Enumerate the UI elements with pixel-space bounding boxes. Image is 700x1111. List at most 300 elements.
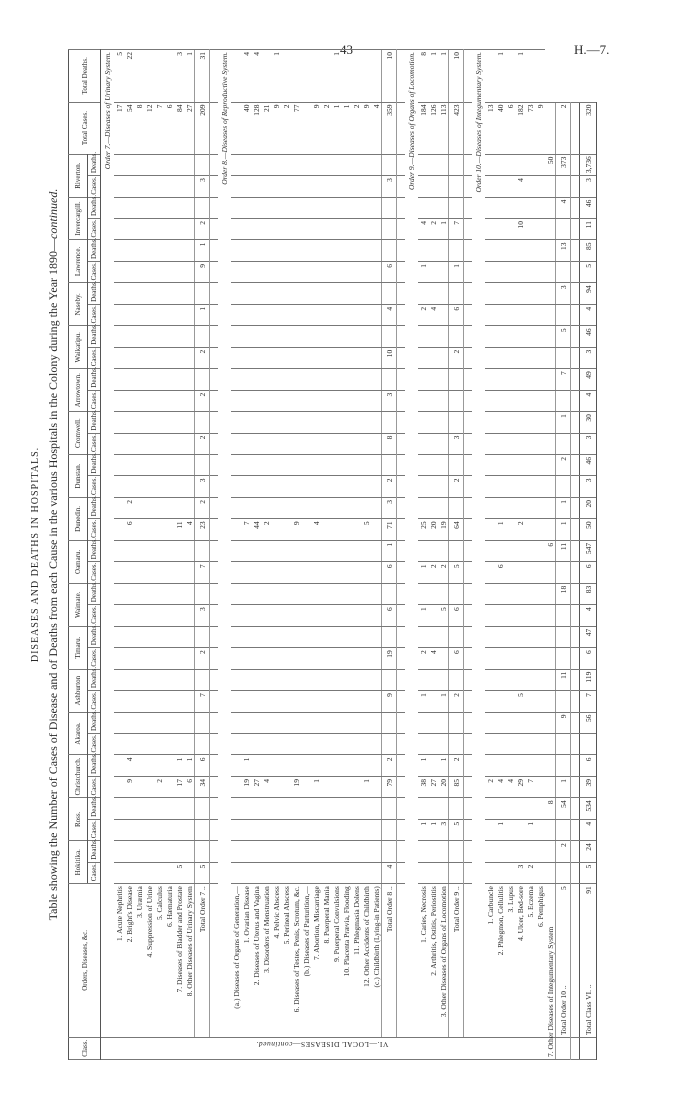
data-cell bbox=[341, 283, 351, 304]
data-cell bbox=[271, 197, 281, 218]
data-cell bbox=[321, 154, 331, 175]
data-cell bbox=[291, 734, 301, 755]
data-cell bbox=[485, 626, 495, 647]
data-cell bbox=[331, 712, 341, 733]
data-cell bbox=[351, 648, 361, 669]
data-cell bbox=[371, 197, 382, 218]
data-cell bbox=[505, 369, 515, 390]
data-cell: 1 bbox=[184, 755, 195, 776]
data-cell bbox=[505, 841, 515, 862]
hospital-header: Waikatipu. bbox=[69, 326, 88, 369]
data-cell bbox=[341, 176, 351, 197]
spacer-cell bbox=[397, 197, 406, 218]
data-cell bbox=[535, 476, 545, 497]
data-cell bbox=[231, 219, 241, 240]
data-cell: 71 bbox=[382, 519, 397, 540]
data-cell bbox=[485, 862, 495, 883]
order-heading: Order 8.—Diseases of Reproductive System. bbox=[218, 50, 231, 1038]
data-cell: 3 bbox=[449, 433, 464, 454]
data-cell bbox=[154, 562, 164, 583]
data-cell bbox=[195, 734, 210, 755]
data-cell bbox=[321, 712, 331, 733]
data-cell bbox=[351, 347, 361, 368]
data-cell: 4 bbox=[580, 605, 597, 626]
data-cell bbox=[281, 412, 291, 433]
title-sub-text: Table showing the Number of Cases of Disease and of Deaths from each Cause in the various Hospitals in the Colony during the Year 1890— bbox=[46, 238, 60, 921]
deaths-subheader: Deaths. bbox=[88, 240, 101, 261]
table-row bbox=[428, 50, 438, 1060]
data-cell bbox=[134, 455, 144, 476]
cases-subheader: Cases. bbox=[88, 519, 101, 540]
cases-subheader: Cases. bbox=[88, 304, 101, 325]
data-cell bbox=[331, 583, 341, 604]
data-cell bbox=[164, 497, 174, 518]
data-cell bbox=[351, 240, 361, 261]
data-cell bbox=[281, 755, 291, 776]
data-cell bbox=[241, 497, 251, 518]
data-cell bbox=[438, 798, 449, 819]
data-cell bbox=[535, 154, 545, 175]
data-cell bbox=[515, 669, 525, 690]
data-cell bbox=[351, 798, 361, 819]
table-row bbox=[184, 50, 195, 1060]
data-cell bbox=[341, 583, 351, 604]
data-cell bbox=[321, 219, 331, 240]
data-cell bbox=[241, 369, 251, 390]
cases-subheader: Cases. bbox=[88, 691, 101, 712]
data-cell bbox=[371, 412, 382, 433]
data-cell bbox=[371, 476, 382, 497]
data-cell bbox=[351, 433, 361, 454]
data-cell: 5 bbox=[361, 519, 371, 540]
data-cell bbox=[154, 283, 164, 304]
data-cell bbox=[164, 219, 174, 240]
data-cell bbox=[341, 347, 351, 368]
data-cell bbox=[301, 369, 311, 390]
data-cell bbox=[545, 712, 556, 733]
data-cell bbox=[154, 476, 164, 497]
data-cell bbox=[301, 219, 311, 240]
table-body bbox=[101, 50, 597, 1060]
data-cell: 1 bbox=[361, 776, 371, 797]
data-cell bbox=[281, 240, 291, 261]
data-cell bbox=[485, 712, 495, 733]
data-cell: 1 bbox=[195, 304, 210, 325]
spacer-cell bbox=[571, 347, 580, 368]
data-cell bbox=[341, 412, 351, 433]
data-cell bbox=[505, 219, 515, 240]
data-cell bbox=[144, 261, 154, 282]
data-cell: 3 bbox=[515, 862, 525, 883]
spacer-cell bbox=[210, 219, 219, 240]
data-cell bbox=[281, 862, 291, 883]
data-cell bbox=[281, 691, 291, 712]
data-cell bbox=[351, 669, 361, 690]
total-deaths-cell bbox=[351, 50, 361, 103]
data-cell bbox=[281, 819, 291, 840]
data-cell bbox=[134, 304, 144, 325]
data-cell bbox=[545, 497, 556, 518]
spacer-cell bbox=[397, 283, 406, 304]
data-cell bbox=[428, 476, 438, 497]
data-cell bbox=[134, 197, 144, 218]
data-cell: 4 bbox=[184, 519, 195, 540]
data-cell bbox=[341, 476, 351, 497]
data-cell bbox=[535, 691, 545, 712]
data-cell bbox=[361, 798, 371, 819]
total-deaths-cell: 1 bbox=[428, 50, 438, 103]
data-cell bbox=[174, 347, 184, 368]
data-cell bbox=[556, 562, 571, 583]
data-cell bbox=[382, 154, 397, 175]
total-cases-cell: 6 bbox=[164, 102, 174, 154]
data-cell bbox=[418, 626, 428, 647]
total-cases-cell: 423 bbox=[449, 102, 464, 154]
data-cell: 534 bbox=[580, 798, 597, 819]
total-deaths-cell bbox=[371, 50, 382, 103]
data-cell bbox=[505, 390, 515, 411]
data-cell bbox=[525, 691, 535, 712]
data-cell bbox=[535, 819, 545, 840]
data-cell bbox=[438, 347, 449, 368]
data-cell bbox=[184, 583, 195, 604]
data-cell bbox=[231, 197, 241, 218]
data-cell bbox=[291, 648, 301, 669]
data-cell bbox=[361, 197, 371, 218]
data-cell bbox=[301, 819, 311, 840]
spacer-cell bbox=[397, 540, 406, 561]
data-cell bbox=[114, 562, 124, 583]
total-deaths-cell bbox=[301, 50, 311, 103]
data-cell bbox=[291, 862, 301, 883]
data-cell bbox=[154, 390, 164, 411]
data-cell bbox=[341, 240, 351, 261]
data-cell: 7 bbox=[525, 776, 535, 797]
data-cell bbox=[241, 261, 251, 282]
data-cell bbox=[164, 261, 174, 282]
data-cell bbox=[261, 798, 271, 819]
data-cell bbox=[321, 476, 331, 497]
data-cell bbox=[291, 369, 301, 390]
data-cell bbox=[134, 841, 144, 862]
data-cell: 4 bbox=[580, 390, 597, 411]
data-cell bbox=[291, 347, 301, 368]
table-row bbox=[525, 50, 535, 1060]
table-row bbox=[281, 50, 291, 1060]
data-cell bbox=[341, 776, 351, 797]
spacer-cell bbox=[397, 583, 406, 604]
total-cases-cell: 3,736 bbox=[580, 154, 597, 175]
data-cell bbox=[495, 691, 505, 712]
data-cell bbox=[241, 583, 251, 604]
total-cases-cell: 2 bbox=[321, 102, 331, 154]
data-cell bbox=[331, 691, 341, 712]
data-cell bbox=[485, 369, 495, 390]
data-cell bbox=[495, 412, 505, 433]
disease-label: 3. Uræmia bbox=[134, 884, 144, 1037]
data-cell bbox=[438, 476, 449, 497]
data-cell bbox=[261, 197, 271, 218]
table-row bbox=[154, 50, 164, 1060]
data-cell: 9 bbox=[195, 261, 210, 282]
data-cell bbox=[301, 326, 311, 347]
table-row bbox=[101, 50, 115, 1060]
table-row bbox=[449, 50, 464, 1060]
data-cell bbox=[331, 862, 341, 883]
data-cell bbox=[154, 605, 164, 626]
data-cell bbox=[184, 648, 195, 669]
cases-subheader: Cases. bbox=[88, 734, 101, 755]
data-cell bbox=[351, 734, 361, 755]
data-cell bbox=[321, 562, 331, 583]
data-cell: 4 bbox=[382, 304, 397, 325]
data-cell bbox=[341, 540, 351, 561]
data-cell bbox=[485, 240, 495, 261]
data-cell: 3 bbox=[195, 476, 210, 497]
data-cell bbox=[495, 154, 505, 175]
data-cell bbox=[361, 261, 371, 282]
data-cell bbox=[449, 497, 464, 518]
hospital-header: Akaroa. bbox=[69, 712, 88, 755]
data-cell bbox=[271, 734, 281, 755]
data-cell bbox=[371, 862, 382, 883]
data-cell bbox=[449, 583, 464, 604]
data-cell bbox=[505, 154, 515, 175]
data-cell bbox=[361, 326, 371, 347]
spacer-cell bbox=[397, 841, 406, 862]
data-cell bbox=[321, 176, 331, 197]
data-cell bbox=[495, 369, 505, 390]
spacer-cell bbox=[210, 819, 219, 840]
data-cell bbox=[301, 798, 311, 819]
data-cell bbox=[495, 755, 505, 776]
spacer-cell bbox=[397, 304, 406, 325]
data-cell bbox=[164, 390, 174, 411]
data-cell bbox=[301, 841, 311, 862]
data-cell bbox=[164, 540, 174, 561]
data-cell bbox=[164, 304, 174, 325]
data-cell: 2 bbox=[195, 648, 210, 669]
statistics-table bbox=[68, 49, 597, 1060]
spacer-cell bbox=[397, 712, 406, 733]
data-cell bbox=[515, 433, 525, 454]
data-cell bbox=[331, 326, 341, 347]
data-cell: 6 bbox=[580, 562, 597, 583]
data-cell: 9 bbox=[382, 691, 397, 712]
data-cell bbox=[231, 176, 241, 197]
data-cell bbox=[341, 819, 351, 840]
data-cell bbox=[515, 240, 525, 261]
data-cell bbox=[351, 176, 361, 197]
data-cell: 9 bbox=[124, 776, 134, 797]
hospital-header: Hokitika. bbox=[69, 841, 88, 884]
total-deaths-cell: 1 bbox=[495, 50, 505, 103]
data-cell bbox=[351, 691, 361, 712]
data-cell: 50 bbox=[580, 519, 597, 540]
data-cell bbox=[321, 755, 331, 776]
data-cell bbox=[124, 197, 134, 218]
data-cell bbox=[331, 734, 341, 755]
total-cases-cell: 209 bbox=[195, 102, 210, 154]
table-row bbox=[341, 50, 351, 1060]
data-cell bbox=[114, 412, 124, 433]
data-cell bbox=[114, 648, 124, 669]
data-cell bbox=[371, 712, 382, 733]
data-cell bbox=[114, 154, 124, 175]
data-cell bbox=[184, 626, 195, 647]
data-cell bbox=[271, 841, 281, 862]
data-cell bbox=[361, 176, 371, 197]
data-cell bbox=[341, 862, 351, 883]
data-cell: 1 bbox=[418, 261, 428, 282]
data-cell bbox=[371, 326, 382, 347]
data-cell: 2 bbox=[124, 497, 134, 518]
data-cell bbox=[124, 862, 134, 883]
table-row bbox=[472, 50, 485, 1060]
spacer-cell bbox=[210, 497, 219, 518]
data-cell: 49 bbox=[580, 369, 597, 390]
data-cell bbox=[371, 347, 382, 368]
data-cell bbox=[134, 283, 144, 304]
data-cell bbox=[545, 455, 556, 476]
data-cell bbox=[261, 433, 271, 454]
data-cell bbox=[495, 219, 505, 240]
disease-label: 1. Caries, Necrosis bbox=[418, 884, 428, 1037]
data-cell bbox=[556, 819, 571, 840]
data-cell bbox=[134, 862, 144, 883]
data-cell bbox=[164, 326, 174, 347]
data-cell bbox=[311, 304, 321, 325]
data-cell: 29 bbox=[515, 776, 525, 797]
data-cell bbox=[174, 433, 184, 454]
data-cell bbox=[371, 755, 382, 776]
data-cell bbox=[449, 283, 464, 304]
data-cell bbox=[124, 841, 134, 862]
data-cell bbox=[449, 798, 464, 819]
data-cell bbox=[505, 626, 515, 647]
data-cell bbox=[438, 734, 449, 755]
spacer-cell bbox=[464, 176, 473, 197]
data-cell: 6 bbox=[580, 755, 597, 776]
data-cell bbox=[321, 519, 331, 540]
data-cell: 5 bbox=[580, 862, 597, 883]
data-cell bbox=[144, 562, 154, 583]
disease-label: 6. Pemphigus bbox=[535, 884, 545, 1037]
data-cell bbox=[241, 562, 251, 583]
data-cell bbox=[449, 154, 464, 175]
data-cell: 1 bbox=[195, 240, 210, 261]
data-cell bbox=[361, 540, 371, 561]
data-cell bbox=[505, 712, 515, 733]
data-cell bbox=[351, 219, 361, 240]
data-cell bbox=[195, 412, 210, 433]
data-cell bbox=[449, 176, 464, 197]
data-cell bbox=[231, 841, 241, 862]
data-cell bbox=[154, 433, 164, 454]
data-cell bbox=[281, 390, 291, 411]
data-cell bbox=[164, 283, 174, 304]
cases-subheader: Cases. bbox=[88, 862, 101, 883]
data-cell bbox=[371, 390, 382, 411]
data-cell bbox=[371, 154, 382, 175]
data-cell bbox=[271, 497, 281, 518]
total-cases-cell: 1 bbox=[341, 102, 351, 154]
spacer-cell bbox=[397, 154, 406, 175]
data-cell: 4 bbox=[382, 862, 397, 883]
spacer-cell bbox=[210, 304, 219, 325]
data-cell: 6 bbox=[195, 755, 210, 776]
data-cell bbox=[361, 219, 371, 240]
data-cell bbox=[114, 197, 124, 218]
data-cell bbox=[164, 412, 174, 433]
data-cell bbox=[124, 583, 134, 604]
data-cell bbox=[134, 219, 144, 240]
data-cell bbox=[164, 176, 174, 197]
table-row bbox=[321, 50, 331, 1060]
data-cell bbox=[271, 412, 281, 433]
data-cell bbox=[331, 648, 341, 669]
data-cell bbox=[241, 347, 251, 368]
data-cell bbox=[556, 476, 571, 497]
table-row bbox=[371, 50, 382, 1060]
data-cell bbox=[114, 176, 124, 197]
data-cell bbox=[428, 755, 438, 776]
data-cell bbox=[545, 326, 556, 347]
data-cell bbox=[251, 691, 261, 712]
data-cell bbox=[418, 712, 428, 733]
data-cell bbox=[535, 540, 545, 561]
hospital-header: Oamaru. bbox=[69, 540, 88, 583]
data-cell bbox=[144, 669, 154, 690]
data-cell bbox=[301, 583, 311, 604]
data-cell bbox=[495, 326, 505, 347]
total-deaths-cell bbox=[281, 50, 291, 103]
hospital-header: Waimate. bbox=[69, 583, 88, 626]
data-cell bbox=[351, 841, 361, 862]
data-cell bbox=[301, 240, 311, 261]
data-cell: 2 bbox=[195, 497, 210, 518]
total-deaths-cell: 22 bbox=[124, 50, 134, 103]
data-cell bbox=[144, 304, 154, 325]
total-cases-cell: 40 bbox=[241, 102, 251, 154]
data-cell bbox=[495, 240, 505, 261]
data-cell: 19 bbox=[382, 648, 397, 669]
data-cell bbox=[144, 476, 154, 497]
data-cell bbox=[495, 455, 505, 476]
data-cell bbox=[291, 626, 301, 647]
data-cell bbox=[174, 626, 184, 647]
data-cell bbox=[321, 626, 331, 647]
page-number: 43 bbox=[340, 42, 353, 57]
data-cell bbox=[495, 433, 505, 454]
data-cell bbox=[184, 412, 195, 433]
data-cell bbox=[428, 691, 438, 712]
spacer-cell bbox=[210, 50, 219, 103]
data-cell bbox=[261, 605, 271, 626]
data-cell bbox=[174, 369, 184, 390]
data-cell bbox=[291, 497, 301, 518]
data-cell bbox=[351, 519, 361, 540]
data-cell bbox=[341, 261, 351, 282]
data-cell bbox=[134, 390, 144, 411]
data-cell bbox=[231, 626, 241, 647]
data-cell bbox=[321, 283, 331, 304]
data-cell bbox=[154, 519, 164, 540]
data-cell bbox=[251, 712, 261, 733]
data-cell bbox=[174, 283, 184, 304]
data-cell bbox=[515, 304, 525, 325]
spacer-cell bbox=[571, 669, 580, 690]
